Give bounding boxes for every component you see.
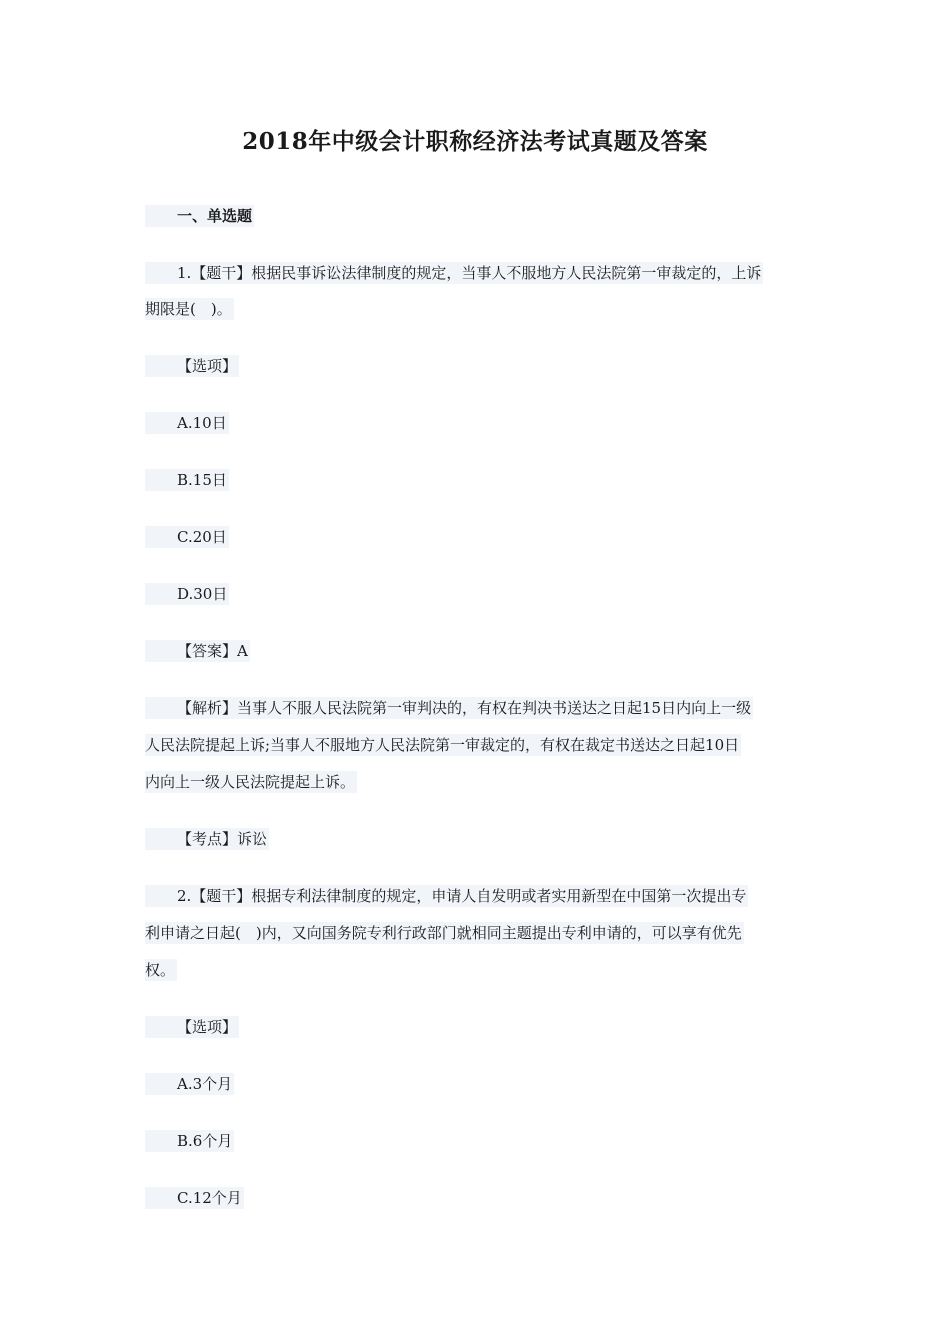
q1-point: 【考点】诉讼 <box>145 828 269 850</box>
q1-option-c: C.20日 <box>145 526 229 548</box>
q1-stem-line2: 期限是( )。 <box>145 300 232 318</box>
q1-answer: 【答案】A <box>145 640 250 662</box>
q2-options-label: 【选项】 <box>145 1016 239 1038</box>
q1-analysis-line1: 【解析】当事人不服人民法院第一审判决的，有权在判决书送达之日起15日内向上一级 <box>145 697 753 719</box>
section-heading: 一、单选题 <box>145 205 254 227</box>
document-title: 2018年中级会计职称经济法考试真题及答案 <box>242 128 708 155</box>
q2-stem-line1: 2.【题干】根据专利法律制度的规定，申请人自发明或者实用新型在中国第一次提出专 <box>145 885 748 907</box>
q1-option-b: B.15日 <box>145 469 229 491</box>
q1-analysis-line2: 人民法院提起上诉;当事人不服地方人民法院第一审裁定的，有权在裁定书送达之日起10日 <box>145 736 740 754</box>
q1-options-label: 【选项】 <box>145 355 239 377</box>
q1-stem-line1: 1.【题干】根据民事诉讼法律制度的规定，当事人不服地方人民法院第一审裁定的，上诉 <box>145 262 763 284</box>
q2-option-c: C.12个月 <box>145 1187 244 1209</box>
q2-stem-line2: 利申请之日起( )内，又向国务院专利行政部门就相同主题提出专利申请的，可以享有优先 <box>145 924 742 942</box>
q1-analysis-line3: 内向上一级人民法院提起上诉。 <box>145 773 356 791</box>
q2-option-b: B.6个月 <box>145 1130 234 1152</box>
q2-option-a: A.3个月 <box>145 1073 234 1095</box>
q1-option-d: D.30日 <box>145 583 229 605</box>
q1-option-a: A.10日 <box>145 412 229 434</box>
q2-stem-line3: 权。 <box>145 961 176 979</box>
